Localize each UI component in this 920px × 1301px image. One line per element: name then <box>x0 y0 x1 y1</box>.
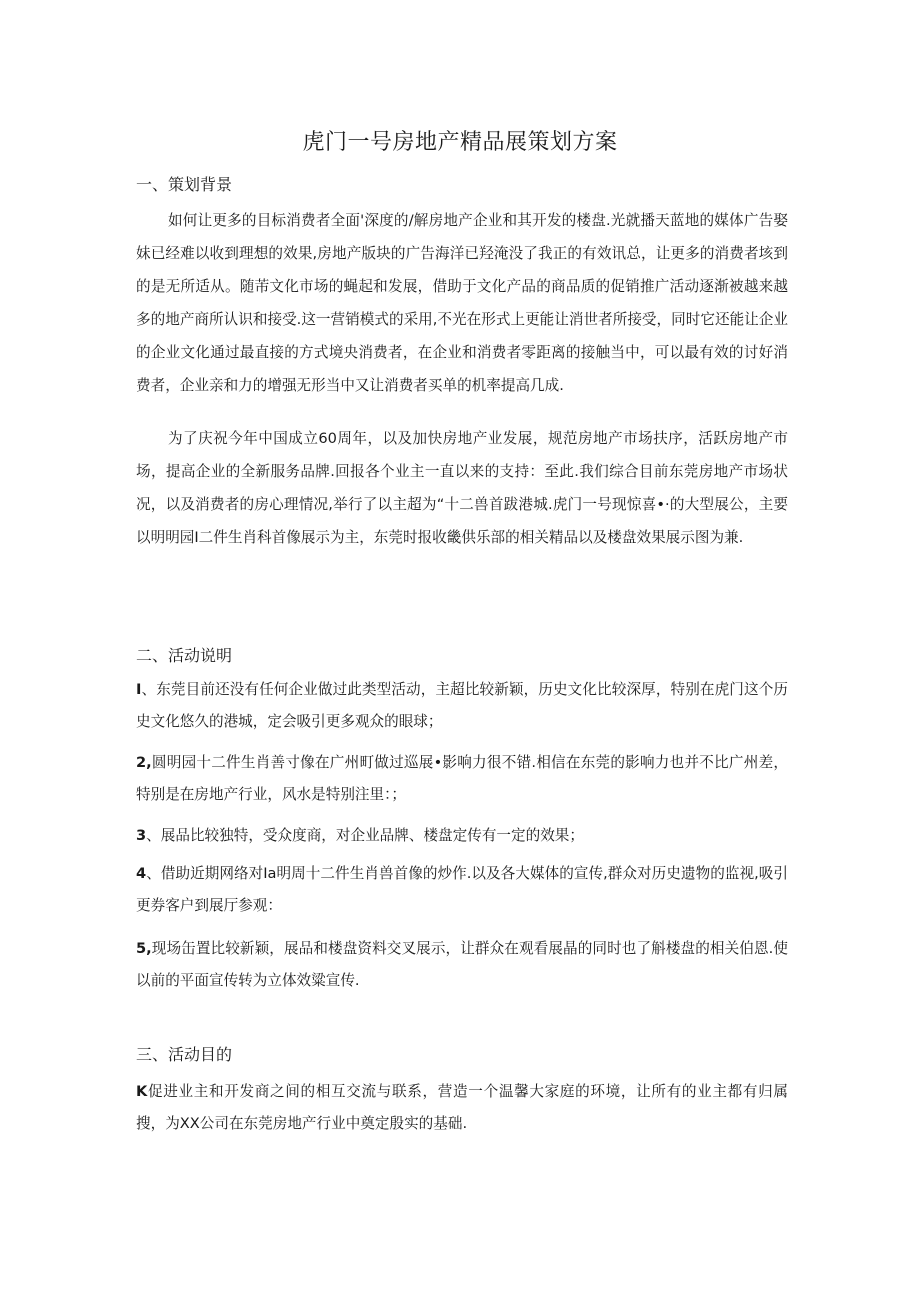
item-text: 现场缶置比较新颖，展品和楼盘资料交叉展示，让群众在观看展晶的同时也了斛楼盘的相关伯恩.使以前的平面宣传转为立体效粱宣传. <box>136 940 788 989</box>
item-number: I <box>136 681 142 698</box>
background-paragraph-2: 为了庆祝今年中国成立60周年，以及加快房地产业发展，规范房地产市场扶序，活跃房地产市场，提高企业的全新服务品牌.回报各个业主一直以来的支持：至此.我们综合目前东莞房地产市场状况，以及消费者的房心理情况,举行了以主超为“十二兽首跋港城.虎门一号现惊喜•·的大型展公，主要以明明园I二件生肖科首像展示为主，东莞时报收畿供乐部的相关精品以及楼盘效果展示图为兼. <box>136 430 788 546</box>
item-number: 5, <box>136 940 152 957</box>
purpose-item-1 <box>136 1076 788 1140</box>
activity-item-1 <box>136 674 788 738</box>
activity-item-5 <box>136 933 788 997</box>
item-number: 4 <box>136 865 147 882</box>
item-text: 、东莞目前还没有任何企业做过此类型活动，主超比较新颖，历史文化比较深厚，特别在虎门这个历史文化悠久的港城，定会吸引更多观众的眼球； <box>136 681 788 730</box>
section-heading-activity-purpose: 三、活动目的 <box>136 1045 233 1064</box>
item-text: 促进业主和开发商之间的相互交流与联系，营造一个温馨大家庭的环境，让所有的业主都有归属搜，为XX公司在东莞房地产行业中奠定殷实的基础. <box>136 1083 788 1132</box>
activity-item-2 <box>136 747 788 811</box>
item-text: 、展品比较独特，受众度商，对企业品牌、楼盘定传有一定的效果； <box>146 827 584 844</box>
item-number: 3 <box>136 827 147 844</box>
item-text: 、借助近期网络对Ia明周十二件生肖兽首像的炒作.以及各大媒体的宣传,群众对历史遗物的监视,吸引更券客户到展厅参观： <box>136 865 788 914</box>
section-heading-background: 一、策划背景 <box>136 175 233 194</box>
activity-item-3 <box>136 820 788 852</box>
item-number: K <box>136 1083 148 1100</box>
background-paragraph-1: 如何让更多的目标消费者全面'深度的/解房地产企业和其开发的楼盘.光就播天蓝地的媒体广告娶妹已经难以收到理想的效果,房地产版块的广告海洋已羟淹没了我正的有效讯总，让更多的消费者垓到的是无所适从。随芾文化市场的蝇起和发展，借助于文化产品的商品质的促销推广活动逐渐被越来越多的地产商所认识和接受.这一营销模式的采用,不光在形式上更能让消世者所接受，同时它还能让企业的企业文化通过最直接的方式境央消费者，在企业和消费者零距离的接触当中，可以最有效的讨好消费者，企业亲和力的增强无形当中又让消费者买单的机率提高几成. <box>136 212 788 394</box>
item-number: 2, <box>136 754 152 771</box>
section-heading-activity-description: 二、活动说明 <box>136 646 233 665</box>
item-text: 圆明园十二件生肖善寸像在广州町做过巡展•影响力很不错.相信在东莞的影响力也并不比广州差，特别是在房地产行业，风水是特别注里：； <box>136 754 788 803</box>
document-title: 虎门一号房地产精品展策划方案 <box>302 130 618 155</box>
activity-item-4 <box>136 858 788 922</box>
